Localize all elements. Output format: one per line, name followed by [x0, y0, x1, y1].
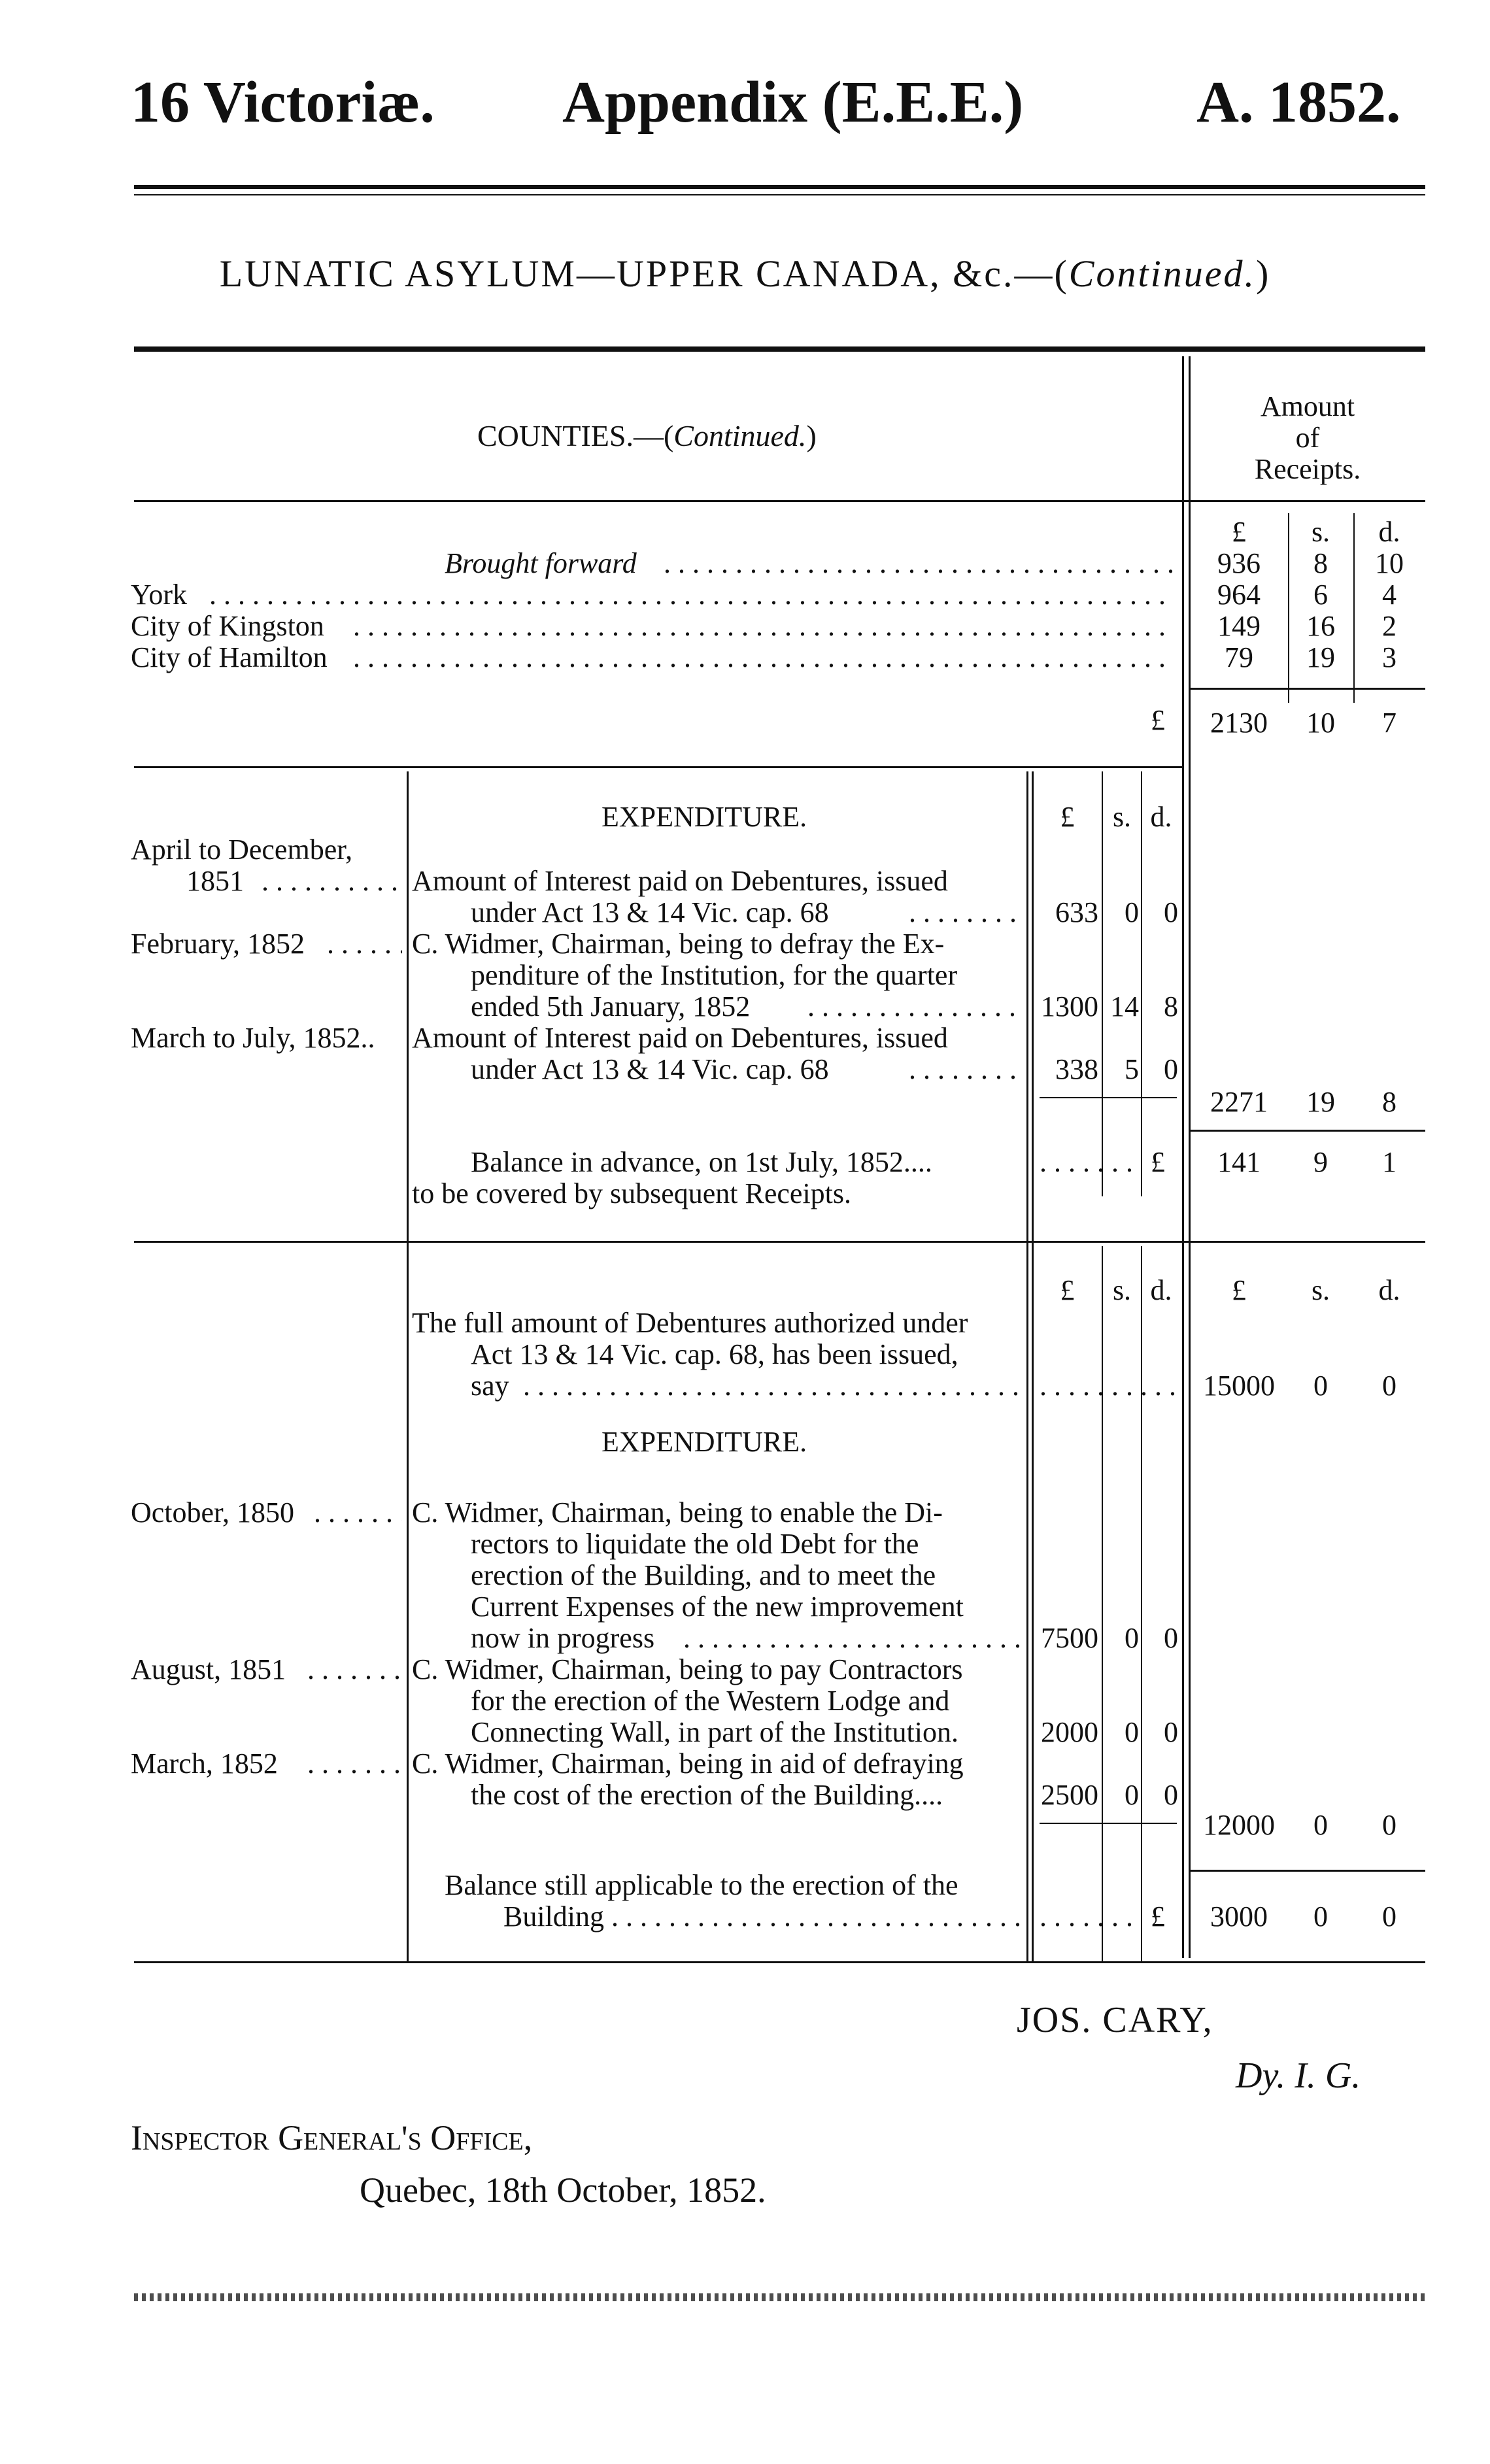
exp1-item1-pence: 0: [1164, 896, 1178, 928]
exp1-total-pence: 8: [1382, 1086, 1397, 1118]
col-divider-amount-a: [1182, 356, 1184, 1958]
receipts2-pound-symbol: £: [1232, 1274, 1246, 1306]
leader-dots: [262, 866, 402, 897]
exp2-balance-symbol: £: [1151, 1900, 1165, 1932]
exp2-item1-date: October, 1850: [131, 1496, 294, 1528]
exp2-total-shillings: 0: [1313, 1809, 1328, 1841]
receipt-pence: 10: [1375, 547, 1404, 579]
exp2-item2-date: August, 1851: [131, 1653, 286, 1685]
receipt-shillings: 16: [1306, 610, 1335, 642]
receipt-label-hamilton: City of Hamilton: [131, 641, 328, 673]
receipt-shillings: 8: [1313, 547, 1328, 579]
pound-col-divider-1a: [1026, 771, 1028, 1249]
exp1-pence-symbol: d.: [1150, 801, 1172, 833]
exp1-pound-symbol: £: [1060, 801, 1075, 833]
leader-dots: [523, 1370, 1023, 1402]
receipt-shillings: 6: [1313, 579, 1328, 611]
exp1-item1-date-line2: 1851: [186, 865, 244, 897]
exp1-item1-text-line2: under Act 13 & 14 Vic. cap. 68: [471, 896, 829, 928]
receipts2-pence-symbol: d.: [1378, 1274, 1400, 1306]
exp1-item2-text-line2: penditure of the Institution, for the quarter: [471, 959, 958, 991]
receipts-total-pence: 7: [1382, 707, 1397, 739]
leader-dots: [909, 897, 1023, 928]
counties-heading: [477, 420, 817, 452]
receipts-total-symbol: £: [1151, 704, 1165, 736]
exp1-balance-symbol: £: [1151, 1146, 1165, 1178]
pound-col-divider-2a: [1026, 1246, 1028, 1962]
pound-col-divider-1b: [1032, 771, 1034, 1249]
receipt-pounds: 149: [1217, 610, 1261, 642]
exp1-item3-pounds: 338: [1055, 1053, 1098, 1085]
exp2-item3-text-line2: the cost of the erection of the Building....: [471, 1779, 943, 1811]
exp2-item2-pence: 0: [1164, 1716, 1178, 1748]
leader-dots: [1040, 1147, 1138, 1178]
exp1-item2-shillings: 14: [1110, 990, 1139, 1022]
exp1-item2-pounds: 1300: [1041, 990, 1098, 1022]
amount-header-line1: Amount: [1260, 390, 1355, 422]
exp2-item2-text-line1: C. Widmer, Chairman, being to pay Contractors: [412, 1653, 963, 1685]
exp2-item3-date: March, 1852: [131, 1747, 278, 1780]
col-divider-amount-b: [1189, 356, 1191, 1958]
debentures-pounds: 15000: [1203, 1370, 1275, 1402]
counties-continued: Continued.: [673, 419, 807, 452]
exp1-shilling-symbol: s.: [1112, 801, 1132, 833]
col-divider-s: [1288, 513, 1289, 703]
subtitle-main: LUNATIC ASYLUM—UPPER CANADA, &c.—(: [219, 252, 1069, 295]
exp2-item3-shillings: 0: [1125, 1779, 1139, 1811]
exp2-balance-pounds: 3000: [1210, 1900, 1268, 1932]
exp1-item1-text-line1: Amount of Interest paid on Debentures, issued: [412, 865, 948, 897]
exp2-total-pounds: 12000: [1203, 1809, 1275, 1841]
exp2-subtotal-rule: [1040, 1823, 1177, 1824]
header-rule-thick: [134, 185, 1425, 189]
exp2-item2-text-line3: Connecting Wall, in part of the Institution.: [471, 1716, 958, 1748]
signature-title: Dy. I. G.: [1236, 2055, 1361, 2096]
receipt-pounds: 936: [1217, 547, 1261, 579]
exp2-item2-shillings: 0: [1125, 1716, 1139, 1748]
bottom-decorative-rule: [134, 2293, 1425, 2301]
table-bottom-rule: [134, 1961, 1425, 1963]
page-subtitle: [0, 252, 1490, 295]
exp1-item3-shillings: 5: [1125, 1053, 1139, 1085]
exp2-item2-text-line2: for the erection of the Western Lodge and: [471, 1685, 950, 1717]
counties-close: ): [806, 419, 817, 452]
exp2-item1-text-line2: rectors to liquidate the old Debt for the: [471, 1528, 919, 1560]
leader-dots: [353, 642, 1174, 673]
text-col-divider-2: [407, 1246, 409, 1962]
amount-header-line2: of: [1295, 422, 1320, 454]
leader-dots: [327, 928, 402, 960]
subtitle-close: ): [1255, 252, 1271, 295]
exp1-item3-text-line2: under Act 13 & 14 Vic. cap. 68: [471, 1053, 829, 1085]
pence-col-divider-2: [1141, 1246, 1142, 1962]
leader-dots: [611, 1901, 1023, 1932]
receipt-pence: 3: [1382, 641, 1397, 673]
office-line: Inspector General's Office,: [131, 2118, 533, 2157]
exp1-item1-shillings: 0: [1125, 896, 1139, 928]
expenditure-heading-1: EXPENDITURE.: [601, 801, 807, 833]
exp1-subtotal-rule: [1040, 1097, 1177, 1098]
header-right: A. 1852.: [1196, 70, 1401, 135]
signature-name: JOS. CARY,: [1017, 2000, 1213, 2040]
exp1-item3-text-line1: Amount of Interest paid on Debentures, issued: [412, 1022, 948, 1054]
receipt-pence: 4: [1382, 579, 1397, 611]
debentures-pence: 0: [1382, 1370, 1397, 1402]
section2-top-rule: [134, 1241, 1425, 1243]
receipt-pounds: 964: [1217, 579, 1261, 611]
exp2-pound-symbol: £: [1060, 1274, 1075, 1306]
leader-dots: [353, 611, 1174, 642]
exp2-item1-pounds: 7500: [1041, 1622, 1098, 1654]
exp2-total-pence: 0: [1382, 1809, 1397, 1841]
exp1-balance-line2: to be covered by subsequent Receipts.: [412, 1177, 852, 1209]
exp2-balance-shillings: 0: [1313, 1900, 1328, 1932]
leader-dots: [1040, 1370, 1177, 1402]
exp1-balance-line1: Balance in advance, on 1st July, 1852....: [471, 1146, 932, 1178]
leader-dots: [307, 1654, 402, 1685]
exp1-item2-text-line1: C. Widmer, Chairman, being to defray the Ex-: [412, 928, 945, 960]
exp1-item2-pence: 8: [1164, 990, 1178, 1022]
receipts-shilling-symbol: s.: [1311, 516, 1330, 548]
exp2-item2-pounds: 2000: [1041, 1716, 1098, 1748]
amount-header-line3: Receipts.: [1254, 453, 1361, 485]
pence-col-divider-1: [1141, 771, 1142, 1196]
exp1-balance-pounds: 141: [1217, 1146, 1261, 1178]
exp2-item1-pence: 0: [1164, 1622, 1178, 1654]
receipt-label-brought-forward: Brought forward: [445, 547, 637, 579]
receipts-total-rule: [1190, 688, 1425, 690]
section1-top-rule: [134, 766, 1183, 768]
exp1-item3-pence: 0: [1164, 1053, 1178, 1085]
exp2-item1-text-line1: C. Widmer, Chairman, being to enable the Di-: [412, 1496, 943, 1528]
leader-dots: [664, 548, 1174, 579]
exp2-item1-shillings: 0: [1125, 1622, 1139, 1654]
expenditure-heading-2: EXPENDITURE.: [601, 1426, 807, 1458]
header-bottom-rule: [134, 500, 1425, 502]
debentures-shillings: 0: [1313, 1370, 1328, 1402]
receipts-pence-symbol: d.: [1378, 516, 1400, 548]
leader-dots: [314, 1497, 402, 1528]
exp2-balance-rule: [1190, 1870, 1425, 1872]
exp1-total-shillings: 19: [1306, 1086, 1335, 1118]
exp2-balance-line2: Building: [503, 1900, 605, 1932]
receipt-shillings: 19: [1306, 641, 1335, 673]
exp2-item1-text-line4: Current Expenses of the new improvement: [471, 1591, 964, 1623]
receipt-label-kingston: City of Kingston: [131, 610, 324, 642]
text-col-divider-1: [407, 771, 409, 1249]
exp2-item3-pence: 0: [1164, 1779, 1178, 1811]
debentures-text-line1: The full amount of Debentures authorized under: [412, 1307, 968, 1339]
header-rule-thin: [134, 194, 1425, 195]
exp1-item3-date: March to July, 1852..: [131, 1022, 375, 1054]
receipt-pence: 2: [1382, 610, 1397, 642]
leader-dots: [1040, 1901, 1138, 1932]
col-divider-d: [1353, 513, 1355, 703]
exp1-balance-rule: [1190, 1130, 1425, 1132]
exp1-balance-pence: 1: [1382, 1146, 1397, 1178]
place-date-line: Quebec, 18th October, 1852.: [360, 2170, 766, 2210]
receipts-pound-symbol: £: [1232, 516, 1246, 548]
leader-dots: [209, 579, 1174, 611]
receipt-label-york: York: [131, 579, 188, 611]
exp1-balance-shillings: 9: [1313, 1146, 1328, 1178]
exp2-pence-symbol: d.: [1150, 1274, 1172, 1306]
exp2-item3-text-line1: C. Widmer, Chairman, being in aid of defraying: [412, 1747, 964, 1780]
exp2-balance-pence: 0: [1382, 1900, 1397, 1932]
receipts2-shilling-symbol: s.: [1311, 1274, 1330, 1306]
debentures-text-line2: Act 13 & 14 Vic. cap. 68, has been issued,: [471, 1338, 958, 1370]
exp1-item2-text-line3: ended 5th January, 1852: [471, 990, 751, 1022]
exp2-item3-pounds: 2500: [1041, 1779, 1098, 1811]
receipts-total-shillings: 10: [1306, 707, 1335, 739]
counties-label: COUNTIES.—(: [477, 419, 674, 452]
leader-dots: [307, 1748, 402, 1780]
exp1-total-pounds: 2271: [1210, 1086, 1268, 1118]
pound-col-divider-2b: [1032, 1246, 1034, 1962]
exp1-item2-date: February, 1852: [131, 928, 305, 960]
exp1-item1-pounds: 633: [1055, 896, 1098, 928]
table-top-rule: [134, 346, 1425, 352]
shilling-col-divider-2: [1102, 1246, 1103, 1962]
exp2-balance-line1: Balance still applicable to the erection of the: [445, 1869, 958, 1901]
exp1-item1-date-line1: April to December,: [131, 834, 353, 866]
subtitle-continued: Continued.: [1068, 252, 1256, 295]
leader-dots: [807, 991, 1023, 1022]
shilling-col-divider-1: [1102, 771, 1103, 1196]
leader-dots: [909, 1054, 1023, 1085]
header-center: Appendix (E.E.E.): [562, 70, 1024, 135]
exp2-item1-text-line3: erection of the Building, and to meet the: [471, 1559, 936, 1591]
header-left: 16 Victoriæ.: [131, 70, 435, 135]
receipts-total-pounds: 2130: [1210, 707, 1268, 739]
receipt-pounds: 79: [1225, 641, 1253, 673]
debentures-text-line3: say: [471, 1370, 509, 1402]
exp2-shilling-symbol: s.: [1112, 1274, 1132, 1306]
leader-dots: [683, 1623, 1023, 1654]
exp2-item1-text-line5: now in progress: [471, 1622, 655, 1654]
